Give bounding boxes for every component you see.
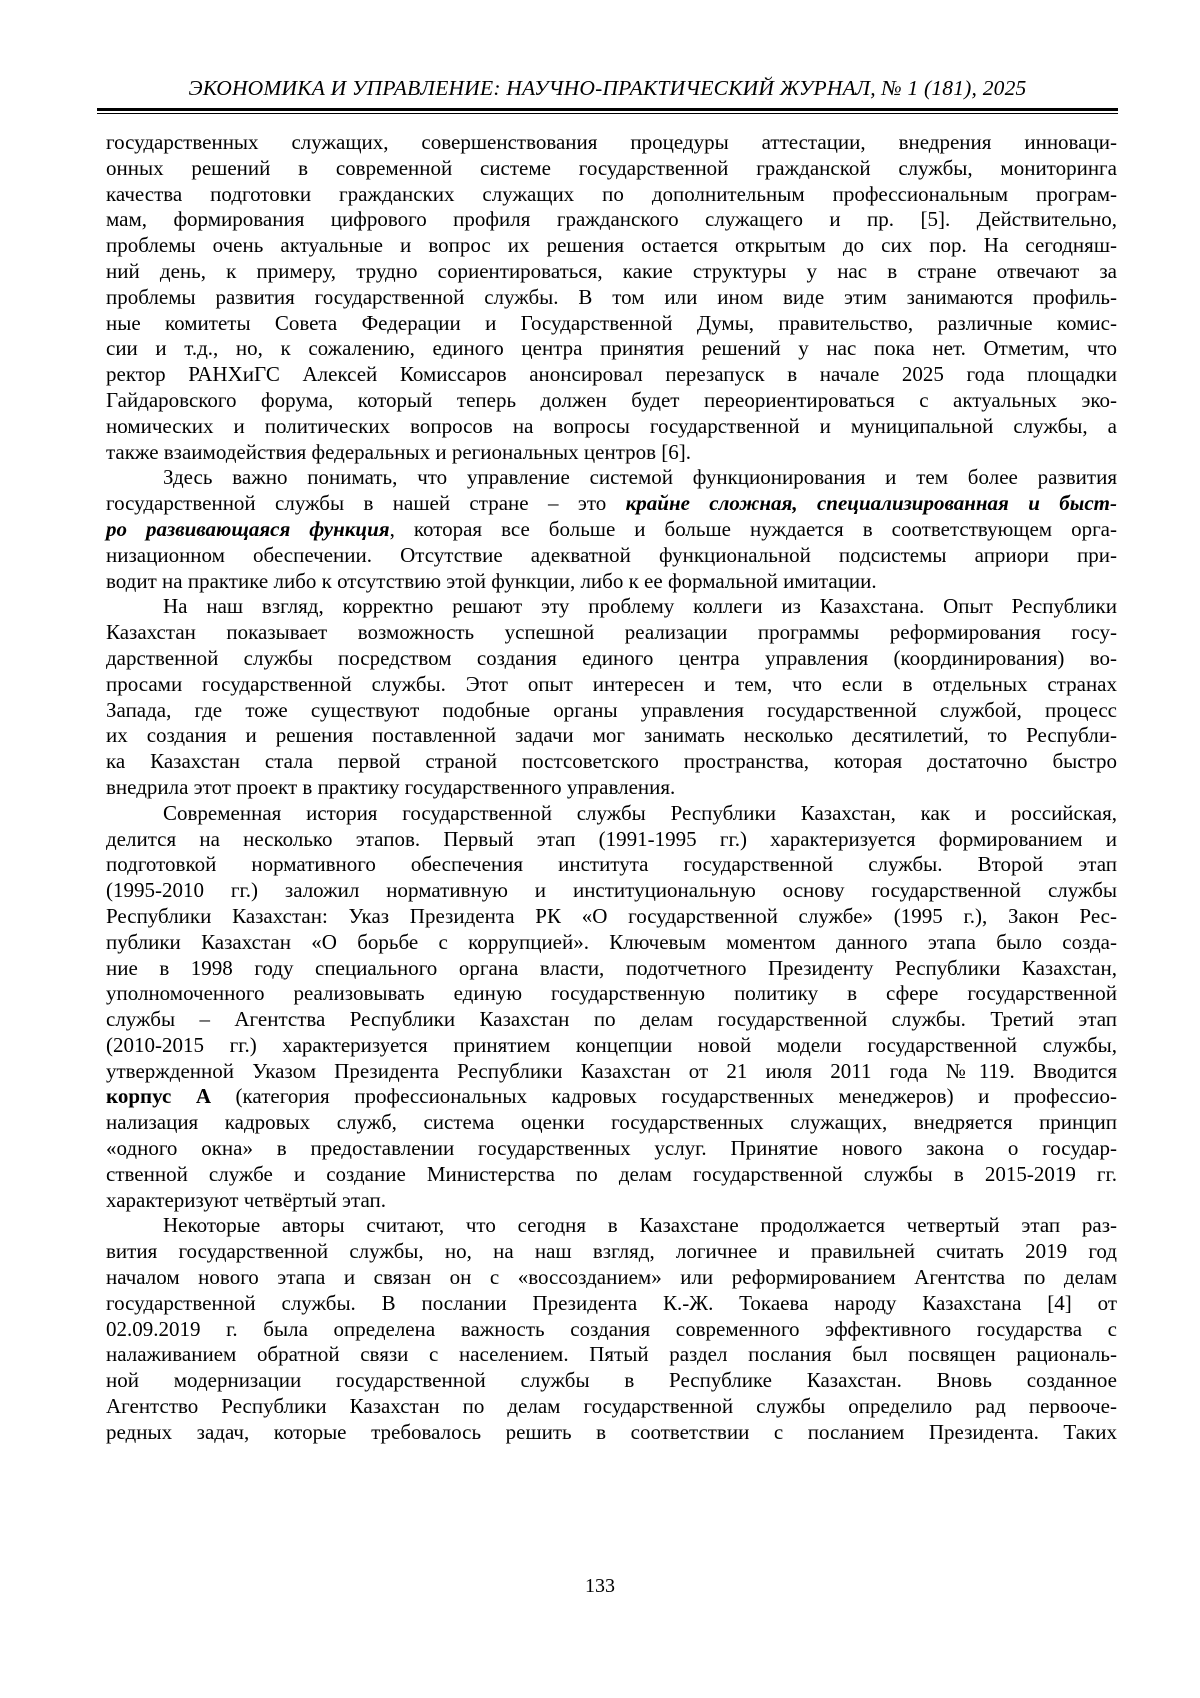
text-line (106, 336, 1117, 362)
text-line (106, 904, 1117, 930)
text-line (106, 362, 1117, 388)
text-line (106, 517, 1117, 543)
text-line (106, 672, 1117, 698)
journal-title: ЭКОНОМИКА И УПРАВЛЕНИЕ: НАУЧНО-ПРАКТИЧЕСКИЙ ЖУРНАЛ, № 1 (181), 2025 (188, 76, 1027, 100)
text-run: На наш взгляд, корректно решают эту проблему коллеги из Казахстана. Опыт Республики (163, 594, 1117, 619)
text-run: государственных служащих, совершенствования процедуры аттестации, внедрения инноваци- (106, 130, 1117, 154)
text-line (106, 827, 1117, 853)
text-run: ственной службе и создание Министерства по делам государственной службы в 2015-2019 гг. (106, 1161, 1117, 1186)
text-line (106, 156, 1117, 182)
text-run: вития государственной службы, но, на наш взгляд, логичнее и правильней считать 2019 год (106, 1239, 1117, 1264)
paragraph (106, 801, 1117, 1214)
text-line (106, 878, 1117, 904)
text-line (106, 182, 1117, 208)
text-line (106, 1136, 1117, 1162)
text-line (106, 1162, 1117, 1188)
text-run: низационном обеспечении. Отсутствие адекватной функциональной подсистемы априори при- (106, 542, 1117, 567)
text-line (106, 620, 1117, 646)
text-line (106, 233, 1117, 259)
paragraph (106, 594, 1117, 800)
text-run: ка Казахстан стала первой страной постсоветского пространства, которая достаточно быстро (106, 749, 1117, 774)
text-line (106, 543, 1117, 569)
text-run: утвержденной Указом Президента Республики Казахстан от 21 июля 2011 года №119. Вводится (106, 1058, 1117, 1083)
text-line (106, 414, 1117, 440)
text-run: , которая все больше и больше нуждается в соответствующем орга- (389, 516, 1117, 541)
text-line (106, 1265, 1117, 1291)
text-run: ной модернизации государственной службы в Республике Казахстан. Вновь созданное (106, 1368, 1117, 1393)
emphasis-bold-italic: крайне сложная, специализированная и быст- (625, 491, 1117, 516)
text-line (106, 1188, 1117, 1214)
text-run: Некоторые авторы считают, что сегодня в Казахстане продолжается четвертый этап раз- (163, 1213, 1117, 1238)
emphasis-bold-italic: ро развивающаяся функция (106, 516, 390, 541)
text-line (106, 930, 1117, 956)
header-rule-thin-line (97, 113, 1118, 114)
text-line (106, 801, 1117, 827)
text-run: «одного окна» в предоставлении государственных услуг. Принятие нового закона о государ- (106, 1136, 1117, 1161)
text-line (106, 749, 1117, 775)
page-number: 133 (585, 1575, 615, 1597)
text-run: государственной службы в нашей стране – это (106, 491, 626, 516)
header-rule-thick-line (97, 108, 1118, 111)
text-line (106, 569, 1117, 595)
text-line (106, 1239, 1117, 1265)
text-run: (1995-2010 гг.) заложил нормативную и институциональную основу государственной службы (106, 878, 1117, 903)
text-run: просами государственной службы. Этот опыт интересен и тем, что если в отдельных странах (106, 671, 1117, 696)
header-rule (97, 108, 1118, 114)
text-line (106, 1059, 1117, 1085)
text-line (106, 852, 1117, 878)
text-line (106, 594, 1117, 620)
text-line (106, 311, 1117, 337)
text-run: ний день, к примеру, трудно сориентироваться, какие структуры у нас в стране отвечают за (106, 258, 1117, 283)
text-run: онных решений в современной системе государственной гражданской службы, мониторинга (106, 155, 1117, 180)
text-line (106, 1033, 1117, 1059)
text-run: проблемы развития государственной службы. В том или ином виде этим занимаются профиль- (106, 284, 1117, 309)
text-line (106, 698, 1117, 724)
text-line (106, 1213, 1117, 1239)
text-line (106, 956, 1117, 982)
text-run: Агентство Республики Казахстан по делам государственной службы определило рад первооче- (106, 1394, 1117, 1419)
text-run: сии и т.д., но, к сожалению, единого центра принятия решений у нас пока нет. Отметим, что (106, 336, 1117, 361)
text-line (106, 1291, 1117, 1317)
article-body (106, 130, 1117, 1446)
text-run: подготовкой нормативного обеспечения института государственной службы. Второй этап (106, 852, 1117, 877)
text-run: налаживанием обратной связи с населением. Пятый раздел послания был посвящен рациональ- (106, 1342, 1117, 1367)
text-line (106, 388, 1117, 414)
text-run: водит на практике либо к отсутствию этой функции, либо к ее формальной имитации. (106, 568, 877, 593)
text-run: их создания и решения поставленной задачи мог занимать несколько десятилетий, то Республи- (106, 723, 1117, 748)
text-run: Запада, где тоже существуют подобные органы управления государственной службой, процесс (106, 697, 1117, 722)
text-run: дарственной службы посредством создания единого центра управления (координирования) во- (106, 645, 1117, 670)
text-run: государственной службы. В послании Президента К.-Ж. Токаева народу Казахстана [4] от (106, 1290, 1117, 1315)
paragraph (106, 130, 1117, 465)
text-run: характеризуют четвёртый этап. (106, 1187, 386, 1212)
text-line (106, 285, 1117, 311)
text-run: (2010-2015 гг.) характеризуется принятием концепции новой модели государственной службы, (106, 1032, 1117, 1057)
text-line (106, 1342, 1117, 1368)
text-run: ректор РАНХиГС Алексей Комиссаров анонсировал перезапуск в начале 2025 года площадки (106, 362, 1117, 387)
text-line (106, 1007, 1117, 1033)
text-line (106, 440, 1117, 466)
paragraph (106, 1213, 1117, 1445)
text-run: ные комитеты Совета Федерации и Государственной Думы, правительство, различные комис- (106, 310, 1117, 335)
text-line (106, 465, 1117, 491)
text-run: делится на несколько этапов. Первый этап (1991-1995 гг.) характеризуется формированием и (106, 826, 1117, 851)
text-line (106, 1420, 1117, 1446)
text-run: также взаимодействия федеральных и региональных центров [6]. (106, 439, 692, 464)
text-line (106, 646, 1117, 672)
text-line (106, 491, 1117, 517)
text-line (106, 130, 1117, 156)
text-run: мам, формирования цифрового профиля гражданского служащего и пр. [5]. Действительно, (106, 207, 1117, 232)
text-run: началом нового этапа и связан он с «воссозданием» или реформированием Агентства по делам (106, 1265, 1117, 1290)
text-line (106, 259, 1117, 285)
text-run: 02.09.2019 г. была определена важность создания современного эффективного государства с (106, 1316, 1117, 1341)
text-line (106, 775, 1117, 801)
page-footer (0, 1575, 1200, 1598)
text-line (106, 1110, 1117, 1136)
text-run: Современная история государственной службы Республики Казахстан, как и российская, (163, 800, 1117, 825)
text-run: (категория профессиональных кадровых государственных менеджеров) и профессио- (211, 1084, 1117, 1109)
emphasis-bold: корпус А (106, 1084, 211, 1109)
text-run: ние в 1998 году специального органа власти, подотчетного Президенту Республики Казахстан, (106, 955, 1117, 980)
text-run: Республики Казахстан: Указ Президента РК «О государственной службе» (1995 г.), Закон Рес- (106, 903, 1117, 928)
text-run: Казахстан показывает возможность успешной реализации программы реформирования госу- (106, 620, 1117, 645)
text-line (106, 981, 1117, 1007)
paragraph (106, 465, 1117, 594)
text-run: внедрила этот проект в практику государственного управления. (106, 774, 676, 799)
text-line (106, 1394, 1117, 1420)
text-run: публики Казахстан «О борьбе с коррупцией». Ключевым моментом данного этапа было созда- (106, 929, 1117, 954)
text-line (106, 1317, 1117, 1343)
text-run: редных задач, которые требовалось решить в соответствии с посланием Президента. Таких (106, 1419, 1117, 1444)
text-run: номических и политических вопросов на вопросы государственной и муниципальной службы, а (106, 413, 1117, 438)
text-run: уполномоченного реализовывать единую государственную политику в сфере государственной (106, 981, 1117, 1006)
text-run: нализация кадровых служб, система оценки государственных служащих, внедряется принцип (106, 1110, 1117, 1135)
text-run: качества подготовки гражданских служащих по дополнительным профессиональным програм- (106, 181, 1117, 206)
text-run: службы – Агентства Республики Казахстан по делам государственной службы. Третий этап (106, 1007, 1117, 1032)
text-run: проблемы очень актуальные и вопрос их решения остается открытым до сих пор. На сегодняш- (106, 233, 1117, 258)
text-line (106, 1084, 1117, 1110)
text-run: Гайдаровского форума, который теперь должен будет переориентироваться с актуальных эко- (106, 387, 1117, 412)
text-run: Здесь важно понимать, что управление системой функционирования и тем более развития (163, 465, 1117, 490)
text-line (106, 723, 1117, 749)
text-line (106, 207, 1117, 233)
text-line (106, 1368, 1117, 1394)
